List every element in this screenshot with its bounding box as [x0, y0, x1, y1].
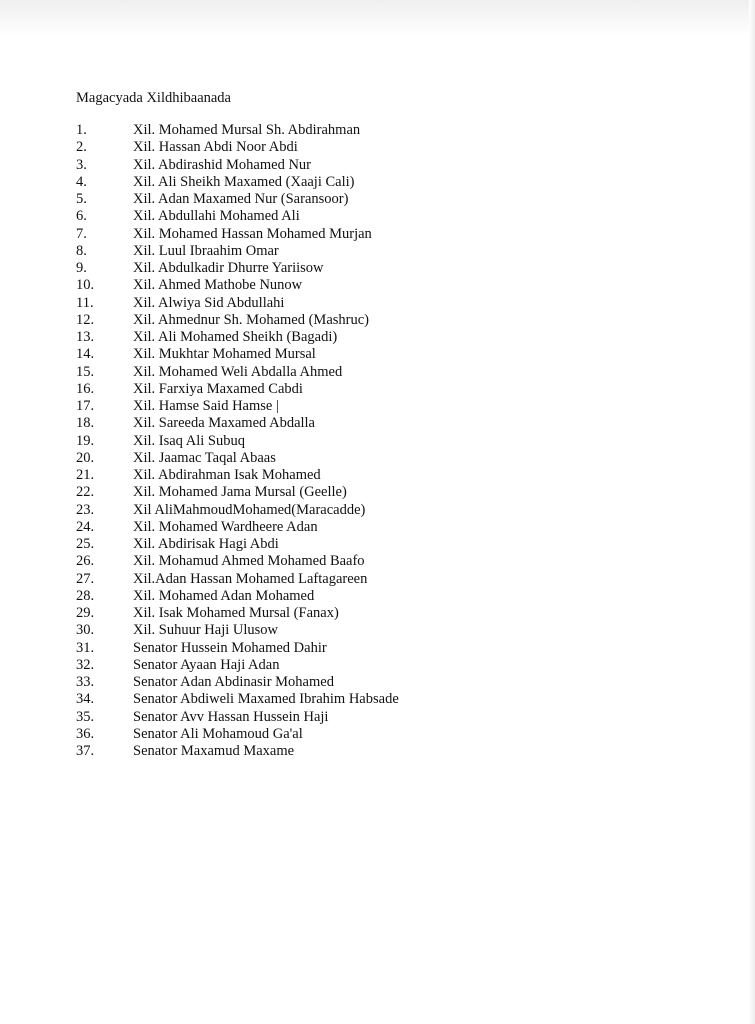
list-item-number: 30.	[76, 622, 95, 639]
list-item-name: Senator Ayaan Haji Adan	[133, 656, 280, 673]
list-item-number: 10.	[76, 277, 95, 294]
list-item-number: 37.	[76, 743, 95, 759]
list-item-number: 16.	[76, 380, 95, 397]
list-item-name: Xil. Jaamac Taqal Abaas	[133, 449, 276, 466]
list-item-number: 3.	[76, 156, 87, 173]
list-item-name: Senator Ali Mohamoud Ga'al	[133, 725, 303, 742]
list-item-number: 32.	[76, 656, 95, 673]
list-item-name: Senator Maxamud Maxame	[133, 743, 295, 759]
list-item-number: 28.	[76, 587, 95, 604]
list-item-name: Senator Avv Hassan Hussein Haji	[133, 708, 329, 725]
list-item-name: Xil. Farxiya Maxamed Cabdi	[133, 380, 303, 397]
list-item-name: Xil. Suhuur Haji Ulusow	[133, 622, 278, 639]
list-item-name: Xil. Ali Mohamed Sheikh (Bagadi)	[133, 329, 338, 345]
list-item-number: 22.	[76, 484, 95, 501]
list-item-number: 20.	[76, 449, 95, 466]
list-item-name: Xil. Ahmed Mathobe Nunow	[133, 277, 303, 294]
list-item-number: 11.	[76, 294, 94, 311]
list-item-number: 7.	[76, 225, 87, 242]
list-item-name: Xil. Ahmednur Sh. Mohamed (Mashruc)	[133, 311, 369, 328]
list-item-name: Xil. Adan Maxamed Nur (Saransoor)	[133, 191, 349, 207]
list-item-name: Xil. Hassan Abdi Noor Abdi	[133, 139, 298, 156]
list-item-number: 14.	[76, 346, 95, 363]
list-item-number: 9.	[76, 260, 87, 276]
list-item-number: 35.	[76, 708, 95, 725]
list-item-name: Senator Abdiweli Maxamed Ibrahim Habsade	[133, 691, 399, 708]
list-item-name: Xil. Isaq Ali Subuq	[133, 432, 245, 449]
list-item-name: Xil. Ali Sheikh Maxamed (Xaaji Cali)	[133, 173, 355, 190]
list-item-number: 21.	[76, 467, 95, 483]
list-item-number: 26.	[76, 553, 95, 570]
list-item-number: 1.	[76, 122, 87, 138]
list-item-number: 27.	[76, 570, 95, 587]
list-item-name: Xil.Adan Hassan Mohamed Laftagareen	[133, 570, 368, 587]
list-item-number: 8.	[76, 242, 87, 259]
list-item-name: Xil. Mohamed Hassan Mohamed Murjan	[133, 225, 372, 242]
list-item-number: 19.	[76, 432, 95, 449]
list-item-name: Xil. Sareeda Maxamed Abdalla	[133, 415, 315, 432]
list-item-number: 18.	[76, 415, 95, 432]
list-item-name: Xil. Abdirahman Isak Mohamed	[133, 467, 321, 483]
list-item-number: 34.	[76, 691, 95, 708]
list-item-number: 6.	[76, 208, 87, 225]
list-item-name: Xil. Isak Mohamed Mursal (Fanax)	[133, 605, 339, 621]
list-item-number: 13.	[76, 329, 95, 345]
list-item-name: Xil. Mohamed Mursal Sh. Abdirahman	[133, 122, 361, 138]
list-item-number: 29.	[76, 605, 95, 621]
list-item-number: 2.	[76, 139, 87, 156]
list-item-name: Xil. Mukhtar Mohamed Mursal	[133, 346, 316, 363]
list-item-number: 33.	[76, 674, 95, 690]
list-item-name: Xil. Abdullahi Mohamed Ali	[133, 208, 300, 225]
list-item-name: Xil. Abdulkadir Dhurre Yariisow	[133, 260, 324, 276]
list-item-name: Senator Adan Abdinasir Mohamed	[133, 674, 334, 690]
list-item-name: Xil. Mohamed Wardheere Adan	[133, 518, 318, 535]
list-item-number: 15.	[76, 363, 95, 380]
list-item-number: 24.	[76, 518, 95, 535]
list-item-name: Xil. Mohamud Ahmed Mohamed Baafo	[133, 553, 365, 570]
list-item-number: 25.	[76, 536, 95, 552]
list-item-number: 4.	[76, 173, 87, 190]
list-item-number: 12.	[76, 311, 95, 328]
list-item-name: Xil. Luul Ibraahim Omar	[133, 242, 279, 259]
list-item-number: 5.	[76, 191, 87, 207]
list-item-name: Xil. Mohamed Jama Mursal (Geelle)	[133, 484, 347, 501]
list-item-number: 36.	[76, 725, 95, 742]
list-item-name: Senator Hussein Mohamed Dahir	[133, 639, 327, 656]
list-item-name: Xil AliMahmoudMohamed(Maracadde)	[133, 501, 366, 518]
list-item-number: 23.	[76, 501, 95, 518]
list-item-name: Xil. Hamse Said Hamse |	[133, 398, 279, 414]
list-item-name: Xil. Alwiya Sid Abdullahi	[133, 294, 285, 311]
list-item-name: Xil. Mohamed Adan Mohamed	[133, 587, 315, 604]
list-item-number: 31.	[76, 639, 95, 656]
list-item-number: 17.	[76, 398, 95, 414]
list-item-name: Xil. Mohamed Weli Abdalla Ahmed	[133, 363, 343, 380]
document-title: Magacyada Xildhibaanada	[76, 90, 231, 106]
list-item-name: Xil. Abdirisak Hagi Abdi	[133, 536, 279, 552]
list-item-name: Xil. Abdirashid Mohamed Nur	[133, 156, 312, 173]
